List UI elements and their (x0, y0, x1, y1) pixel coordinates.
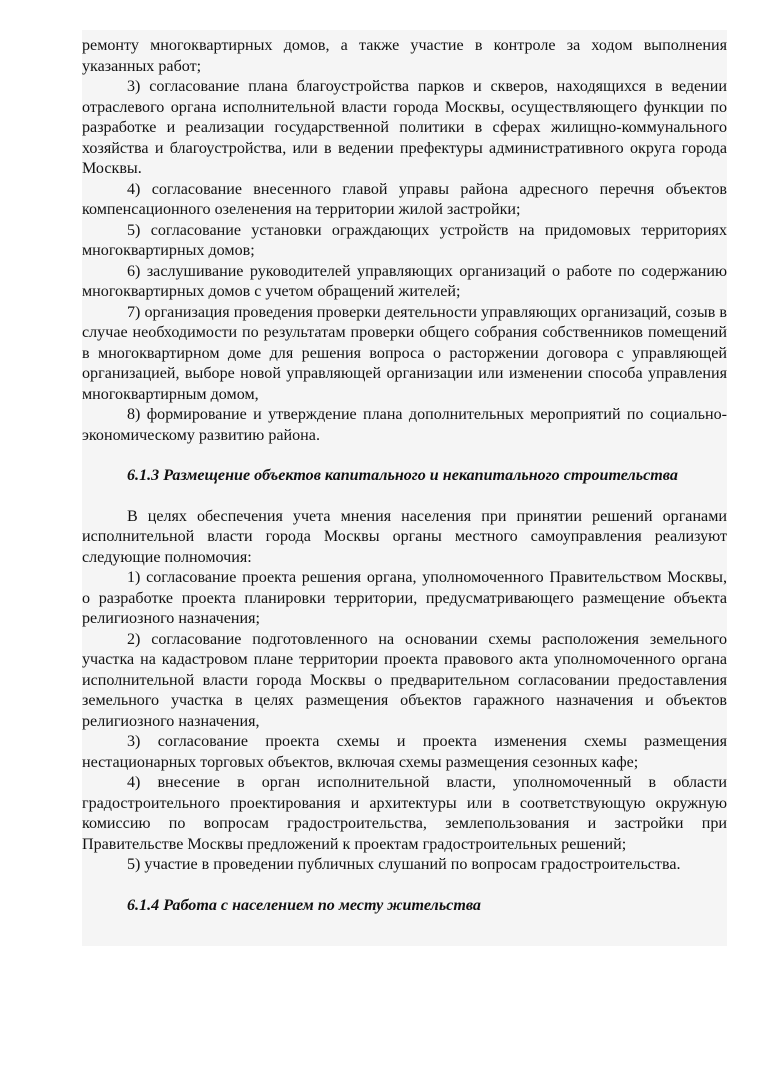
list-item: 7) организация проведения проверки деятельности управляющих организаций, созыв в случае необходимости по результатам проверки общего собрания собственников помещений в многоквартирном доме для решения вопроса о расторжении договора с управляющей организацией, выборе новой управляющей организации или изменении способа управления многоквартирным домом, (82, 303, 727, 403)
paragraph-intro: ремонту многоквартирных домов, а также участие в контроле за ходом выполнения указанных работ; (82, 37, 727, 75)
list-item: 8) формирование и утверждение плана дополнительных мероприятий по социально-экономическому развитию района. (82, 406, 727, 444)
list-item: 1) согласование проекта решения органа, уполномоченного Правительством Москвы, о разработке проекта планировки территории, предусматривающего размещение объекта религиозного назначения; (82, 569, 727, 627)
list-item: 3) согласование проекта схемы и проекта изменения схемы размещения нестационарных торговых объектов, включая схемы размещения сезонных кафе; (82, 733, 727, 771)
section-heading-6-1-3: 6.1.3 Размещение объектов капитального и некапитального строительства (127, 467, 678, 484)
section-heading-6-1-4: 6.1.4 Работа с населением по месту жительства (127, 896, 481, 914)
list-item: 5) участие в проведении публичных слушаний по вопросам градостроительства. (127, 856, 681, 873)
list-item: 5) согласование установки ограждающих устройств на придомовых территориях многоквартирных домов; (82, 221, 727, 259)
list-item: 3) согласование плана благоустройства парков и скверов, находящихся в ведении отраслевого органа исполнительной власти города Москвы, осуществляющего функции по разработке и реализации государственной политики в сферах жилищно-коммунального хозяйства и благоустройства, или в ведении префектуры административного округа города Москвы. (82, 78, 727, 177)
list-item: 4) внесение в орган исполнительной власти, уполномоченный в области градостроительного проектирования и архитектуры или в соответствующую окружную комиссию по вопросам градостроительства, землепользования и застройки при Правительстве Москвы предложений к проектам градостроительных решений; (82, 774, 727, 853)
list-item: 4) согласование внесенного главой управы района адресного перечня объектов компенсационного озеленения на территории жилой застройки; (82, 180, 727, 218)
list-item: 2) согласование подготовленного на основании схемы расположения земельного участка на кадастровом плане территории проекта правового акта уполномоченного органа исполнительной власти города Москвы о предварительном согласовании предоставления земельного участка в целях размещения объектов гаражного назначения и объектов религиозного назначения, (82, 630, 727, 730)
document-body (82, 30, 727, 946)
list-item: 6) заслушивание руководителей управляющих организаций о работе по содержанию многоквартирных домов с учетом обращений жителей; (82, 262, 727, 300)
paragraph-section-intro: В целях обеспечения учета мнения населения при принятии решений органами исполнительной власти города Москвы органы местного самоуправления реализуют следующие полномочия: (82, 507, 727, 566)
